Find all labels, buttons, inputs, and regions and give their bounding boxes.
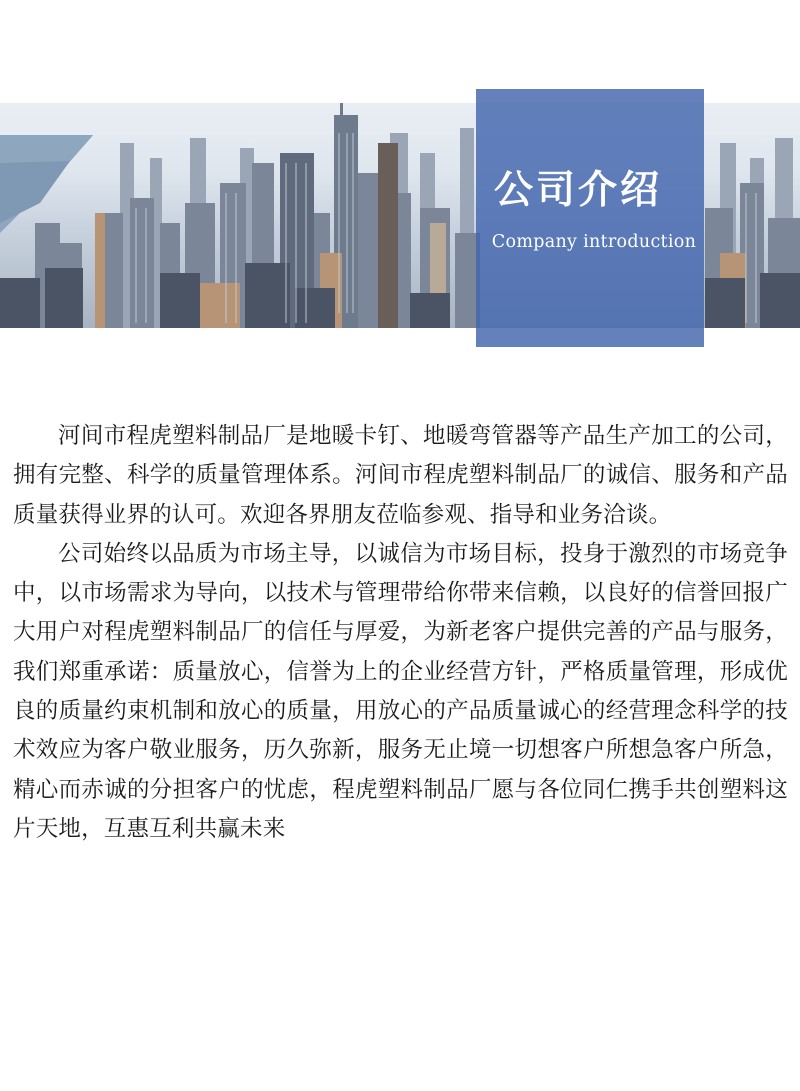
intro-paragraph-1: 河间市程虎塑料制品厂是地暖卡钉、地暖弯管器等产品生产加工的公司，拥有完整、科学的质量管理体系。河间市程虎塑料制品厂的诚信、服务和产品质量获得业界的认可。欢迎各界朋友莅临参观、指导和业务洽谈。	[13, 423, 788, 528]
banner-title-box	[476, 89, 704, 347]
banner-subtitle: Company introduction	[491, 232, 697, 252]
intro-paragraph-2: 公司始终以品质为市场主导，以诚信为市场目标，投身于激烈的市场竞争中，以市场需求为导向，以技术与管理带给你带来信赖，以良好的信誉回报广大用户对程虎塑料制品厂的信任与厚爱，为新老客户提供完善的产品与服务，我们郑重承诺：质量放心，信誉为上的企业经营方针，严格质量管理，形成优良的质量约束机制和放心的质量，用放心的产品质量诚心的经营理念科学的技术效应为客户敬业服务，历久弥新，服务无止境一切想客户所想急客户所急，精心而赤诚的分担客户的忧虑，程虎塑料制品厂愿与各位同仁携手共创塑料这片天地，互惠互利共赢未来	[13, 540, 788, 842]
company-intro-text	[13, 417, 788, 849]
banner-title: 公司介绍	[493, 168, 662, 213]
